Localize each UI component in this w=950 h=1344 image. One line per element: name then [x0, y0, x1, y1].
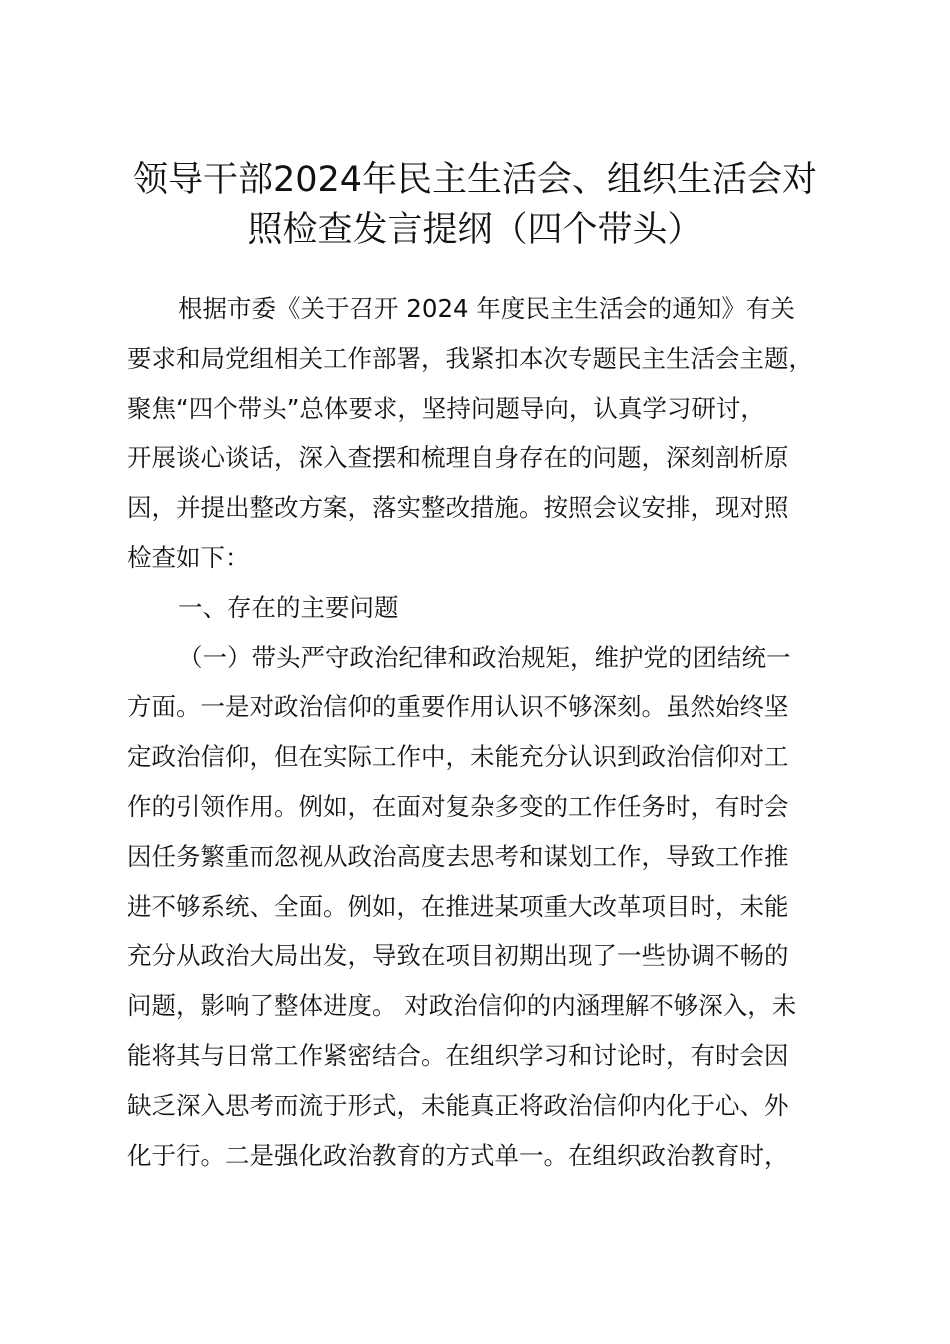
section-heading: 一、存在的主要问题 — [178, 592, 399, 622]
body-line: 能将其与日常工作紧密结合。在组织学习和讨论时，有时会因 — [127, 1040, 789, 1070]
body-line: 检查如下： — [127, 542, 250, 572]
document-title-line-2: 照检查发言提纲（四个带头） — [247, 210, 703, 250]
body-line: 作的引领作用。例如，在面对复杂多变的工作任务时，有时会 — [127, 791, 789, 821]
body-line: 要求和局党组相关工作部署，我紧扣本次专题民主生活会主题， — [127, 343, 813, 373]
body-line: 定政治信仰，但在实际工作中，未能充分认识到政治信仰对工 — [127, 742, 789, 772]
body-line: 因，并提出整改方案，落实整改措施。按照会议安排，现对照 — [127, 493, 789, 523]
body-line: 方面。一是对政治信仰的重要作用认识不够深刻。虽然始终坚 — [127, 692, 789, 722]
body-line: 化于行。二是强化政治教育的方式单一。在组织政治教育时， — [127, 1140, 789, 1170]
body-line: 充分从政治大局出发，导致在项目初期出现了一些协调不畅的 — [127, 941, 789, 971]
body-line: 开展谈心谈话，深入查摆和梳理自身存在的问题，深刻剖析原 — [127, 443, 789, 473]
body-line: 根据市委《关于召开 2024 年度民主生活会的通知》有关 — [178, 294, 795, 323]
body-line: 缺乏深入思考而流于形式，未能真正将政治信仰内化于心、外 — [127, 1090, 789, 1120]
body-line: 聚焦“四个带头”总体要求，坚持问题导向，认真学习研讨， — [127, 393, 765, 423]
body-line: 问题，影响了整体进度。 对政治信仰的内涵理解不够深入，未 — [127, 991, 797, 1021]
body-line: 进不够系统、全面。例如，在推进某项重大改革项目时，未能 — [127, 891, 789, 921]
body-line: （一）带头严守政治纪律和政治规矩，维护党的团结统一 — [178, 642, 791, 672]
document-title-line-1: 领导干部2024年民主生活会、组织生活会对 — [132, 160, 818, 200]
body-line: 因任务繁重而忽视从政治高度去思考和谋划工作，导致工作推 — [127, 841, 789, 871]
document-body — [127, 284, 837, 1180]
